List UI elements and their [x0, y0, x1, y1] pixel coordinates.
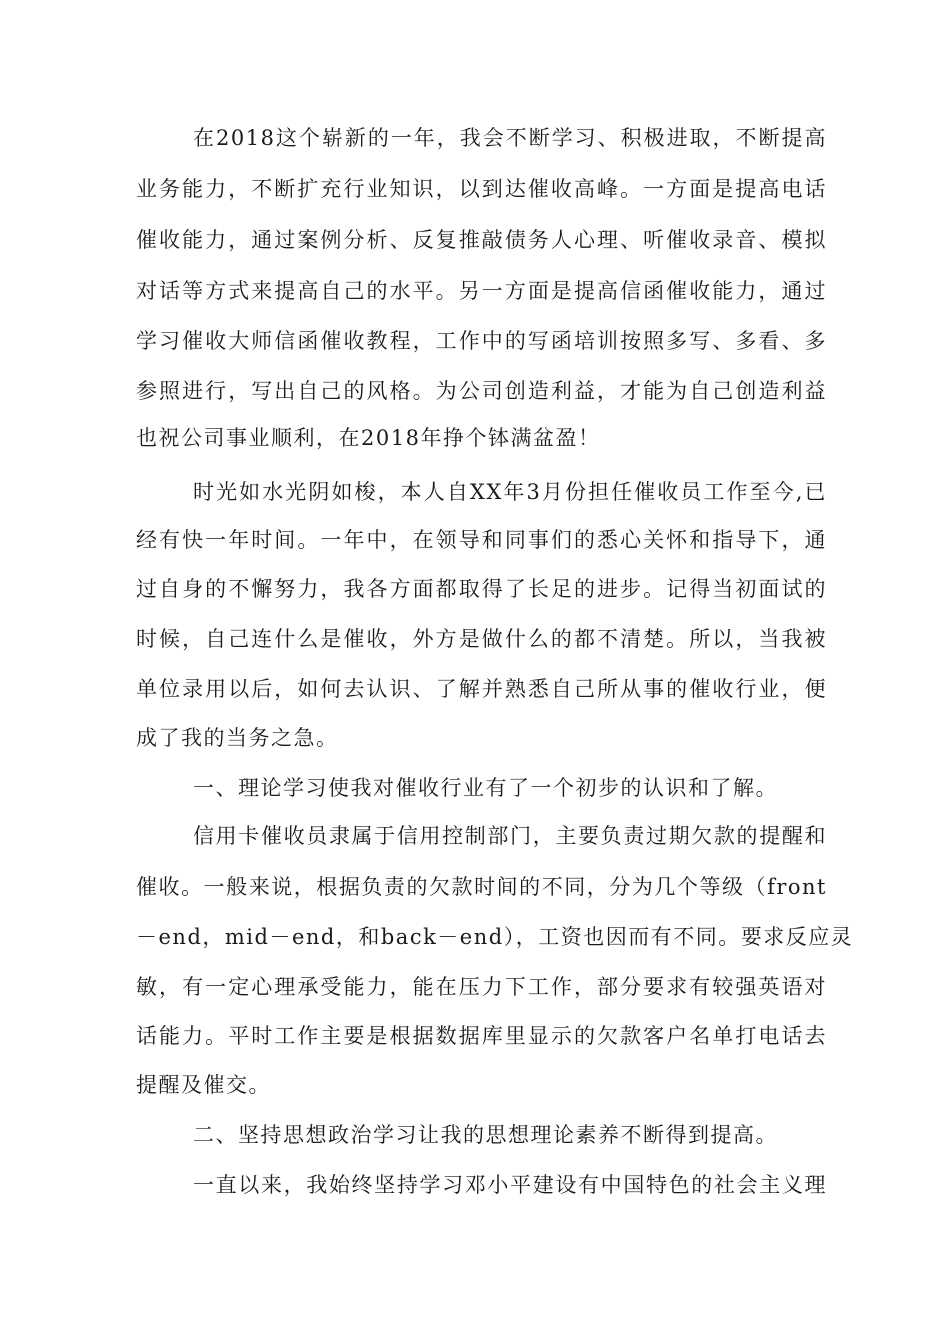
text-line: 时候，自己连什么是催收，外方是做什么的都不清楚。所以，当我被 [136, 627, 827, 651]
text-line: 时光如水光阴如梭，本人自XX年3月份担任催收员工作至今,已 [193, 480, 827, 504]
text-line: 也祝公司事业顺利，在2018年挣个钵满盆盈！ [136, 426, 601, 450]
section-heading: 二、坚持思想政治学习让我的思想理论素养不断得到提高。 [193, 1123, 778, 1147]
text-line: 在2018这个崭新的一年，我会不断学习、积极进取，不断提高 [193, 126, 827, 150]
text-line: 业务能力，不断扩充行业知识，以到达催收高峰。一方面是提高电话 [136, 177, 827, 201]
text-line: －end，mid－end，和back－end），工资也因而有不同。要求反应灵 [136, 925, 854, 949]
text-line: 提醒及催交。 [136, 1073, 271, 1097]
text-line: 参照进行，写出自己的风格。为公司创造利益，才能为自己创造利益 [136, 379, 827, 403]
text-line: 一直以来，我始终坚持学习邓小平建设有中国特色的社会主义理 [193, 1173, 827, 1197]
text-line: 敏，有一定心理承受能力，能在压力下工作，部分要求有较强英语对 [136, 975, 827, 999]
text-line: 经有快一年时间。一年中，在领导和同事们的悉心关怀和指导下，通 [136, 528, 827, 552]
section-heading: 一、理论学习使我对催收行业有了一个初步的认识和了解。 [193, 776, 778, 800]
text-line: 信用卡催收员隶属于信用控制部门，主要负责过期欠款的提醒和 [193, 824, 827, 848]
text-line: 过自身的不懈努力，我各方面都取得了长足的进步。记得当初面试的 [136, 577, 827, 601]
text-line: 学习催收大师信函催收教程，工作中的写函培训按照多写、多看、多 [136, 329, 827, 353]
text-line: 催收。一般来说，根据负责的欠款时间的不同，分为几个等级（front [136, 875, 827, 899]
text-line: 对话等方式来提高自己的水平。另一方面是提高信函催收能力，通过 [136, 279, 827, 303]
text-line: 话能力。平时工作主要是根据数据库里显示的欠款客户名单打电话去 [136, 1024, 827, 1048]
text-line: 成了我的当务之急。 [136, 726, 339, 750]
text-line: 单位录用以后，如何去认识、了解并熟悉自己所从事的催收行业，便 [136, 677, 827, 701]
text-line: 催收能力，通过案例分析、反复推敲债务人心理、听催收录音、模拟 [136, 228, 827, 252]
